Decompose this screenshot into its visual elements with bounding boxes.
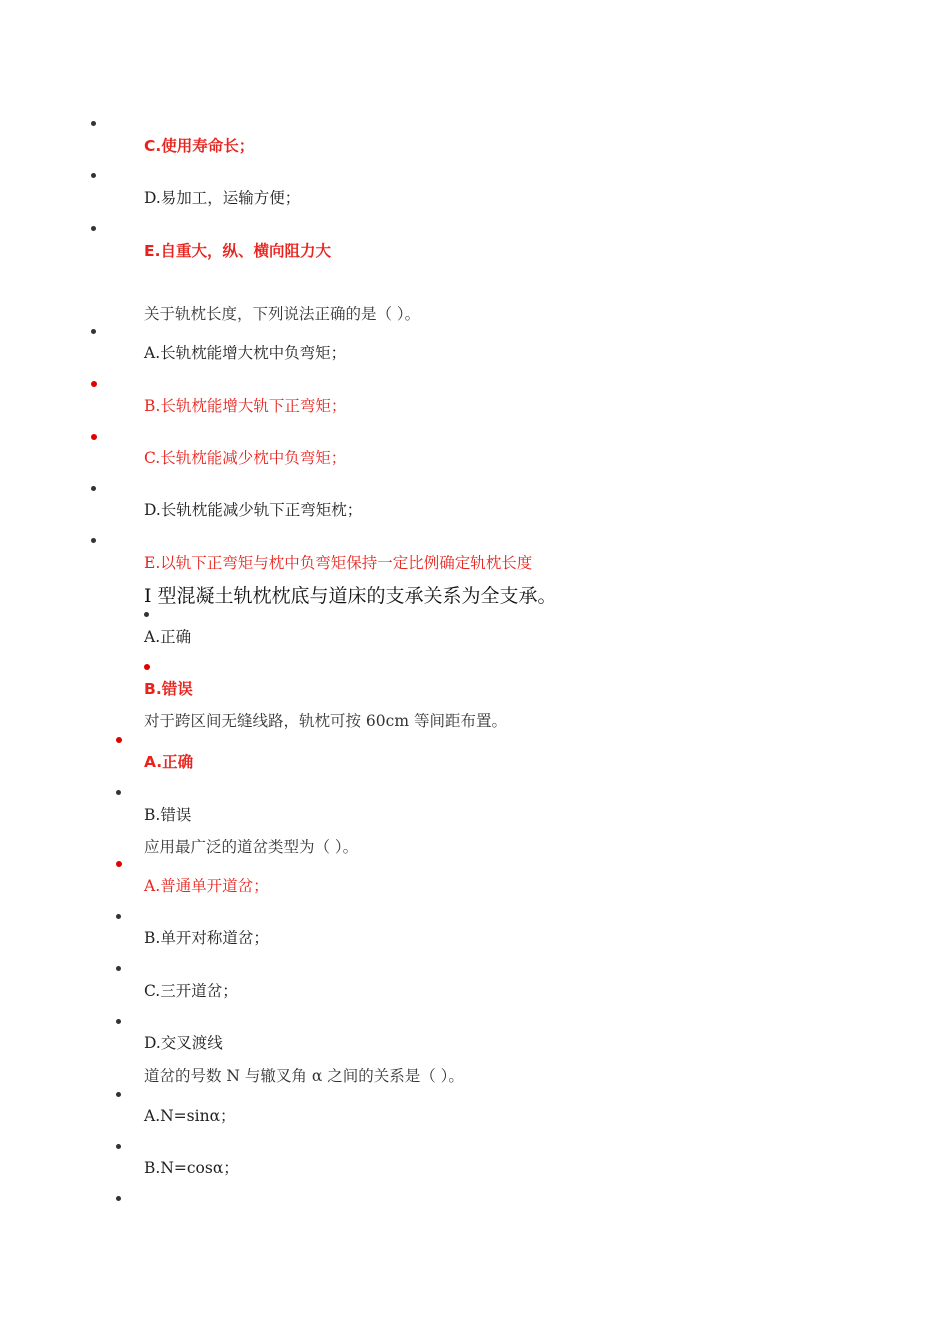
list-bullet — [91, 329, 96, 334]
list-bullet — [144, 612, 149, 617]
list-bullet-selected — [91, 381, 97, 387]
list-bullet — [116, 1092, 121, 1097]
list-bullet — [116, 1144, 121, 1149]
question-text: 道岔的号数 N 与辙叉角 α 之间的关系是（ ）。 — [144, 1067, 464, 1085]
list-bullet — [91, 173, 96, 178]
list-bullet-selected — [116, 737, 122, 743]
option-c[interactable]: C.长轨枕能减少枕中负弯矩； — [144, 449, 347, 467]
option-d[interactable]: D.交叉渡线 — [144, 1034, 223, 1052]
option-a[interactable]: A.长轨枕能增大枕中负弯矩； — [144, 344, 347, 362]
question-text: Ⅰ 型混凝土轨枕枕底与道床的支承关系为全支承。 — [144, 585, 557, 607]
question-text: 应用最广泛的道岔类型为（ ）。 — [144, 838, 359, 856]
option-d[interactable]: D.长轨枕能减少轨下正弯矩枕； — [144, 501, 363, 519]
option-c[interactable]: C.使用寿命长； — [144, 137, 255, 155]
option-b[interactable]: B.错误 — [144, 806, 192, 824]
option-b[interactable]: B.单开对称道岔； — [144, 929, 269, 947]
list-bullet-selected — [116, 861, 122, 867]
option-a[interactable]: A.N=sinα； — [144, 1107, 236, 1125]
option-c[interactable]: C.三开道岔； — [144, 982, 238, 1000]
list-bullet — [91, 486, 96, 491]
list-bullet — [91, 226, 96, 231]
list-bullet — [91, 121, 96, 126]
list-bullet-selected — [91, 434, 97, 440]
option-a[interactable]: A.正确 — [144, 753, 194, 771]
option-d[interactable]: D.易加工，运输方便； — [144, 189, 301, 207]
option-e[interactable]: E.自重大，纵、横向阻力大 — [144, 242, 331, 260]
list-bullet — [116, 1196, 121, 1201]
option-e[interactable]: E.以轨下正弯矩与枕中负弯矩保持一定比例确定轨枕长度 — [144, 554, 533, 572]
option-b[interactable]: B.长轨枕能增大轨下正弯矩； — [144, 397, 347, 415]
list-bullet — [116, 1019, 121, 1024]
list-bullet — [116, 790, 121, 795]
question-text: 对于跨区间无缝线路，轨枕可按 60cm 等间距布置。 — [144, 712, 507, 730]
question-text: 关于轨枕长度，下列说法正确的是（ ）。 — [144, 305, 421, 323]
list-bullet — [116, 966, 121, 971]
list-bullet-selected — [144, 664, 150, 670]
list-bullet — [116, 914, 121, 919]
option-b[interactable]: B.错误 — [144, 680, 193, 698]
option-a[interactable]: A.正确 — [144, 628, 192, 646]
list-bullet — [91, 538, 96, 543]
option-a[interactable]: A.普通单开道岔； — [144, 877, 269, 895]
option-b[interactable]: B.N=cosα； — [144, 1159, 239, 1177]
